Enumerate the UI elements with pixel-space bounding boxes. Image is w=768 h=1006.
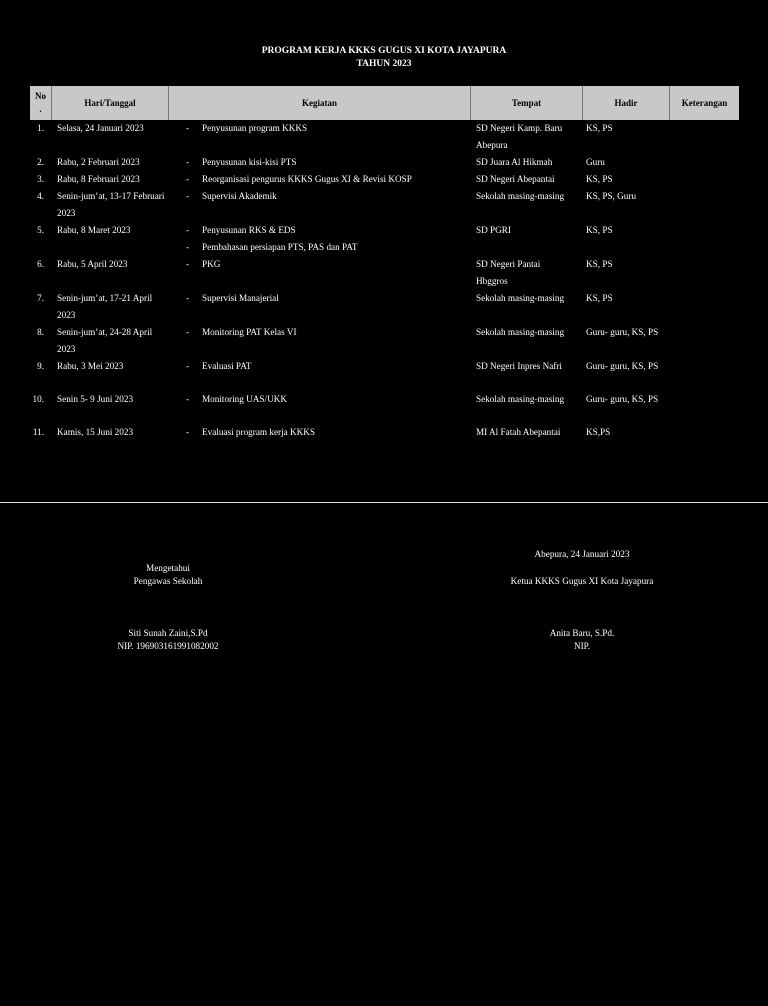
row-no: 3.: [37, 174, 44, 184]
bullet-dash: -: [186, 123, 190, 133]
row-tempat: Sekolah masing-masing: [476, 394, 565, 404]
row-tempat: MI Al Fatah Abepantai: [476, 427, 561, 437]
row-kegiatan: Penyusunan kisi-kisi PTS: [202, 157, 297, 167]
signature-left-line1: Mengetahui: [146, 563, 190, 573]
title-line-1: PROGRAM KERJA KKKS GUGUS XI KOTA JAYAPURA: [261, 46, 507, 56]
table-row: [30, 120, 739, 154]
row-hadir: KS, PS: [586, 174, 613, 184]
row-hadir: Guru- guru, KS, PS: [586, 361, 659, 371]
row-no: 10.: [32, 394, 44, 404]
bullet-dash: -: [186, 259, 190, 269]
signature-right-role: Ketua KKKS Gugus XI Kota Jayapura: [510, 576, 654, 586]
row-no: 4.: [37, 191, 44, 201]
row-hadir: Guru- guru, KS, PS: [586, 327, 659, 337]
row-kegiatan: Supervisi Akademik: [202, 191, 277, 201]
signature-right-date: Abepura, 24 Januari 2023: [534, 549, 630, 559]
row-hadir: KS, PS: [586, 293, 613, 303]
table-row: [30, 424, 739, 441]
row-hari: Rabu, 2 Februari 2023: [57, 157, 140, 167]
bullet-dash: -: [186, 394, 190, 404]
signature-left: [98, 562, 238, 588]
row-kegiatan: Penyusunan RKS & EDS: [202, 225, 296, 235]
row-tempat: Sekolah masing-masing: [476, 293, 565, 303]
signature-left-name: Siti Sunah Zaini,S.Pd: [128, 628, 208, 638]
row-hadir: KS, PS: [586, 123, 613, 133]
row-hadir: KS, PS: [586, 225, 613, 235]
row-kegiatan: Evaluasi program kerja KKKS: [202, 427, 316, 437]
document-title: [0, 45, 768, 71]
page-divider: [0, 502, 768, 503]
row-hadir: KS, PS, Guru: [586, 191, 637, 201]
table-row: [30, 222, 739, 256]
row-tempat: SD Negeri Inpres Nafri: [476, 361, 562, 371]
row-kegiatan: Monitoring PAT Kelas VI: [202, 327, 297, 337]
row-tempat: SD Negeri Abepantai: [476, 174, 555, 184]
row-kegiatan: Reorganisasi pengurus KKKS Gugus XI & Revisi KOSP: [202, 174, 412, 184]
row-kegiatan: Monitoring UAS/UKK: [202, 394, 287, 404]
bullet-dash: -: [186, 427, 190, 437]
row-kegiatan: PKG: [202, 259, 221, 269]
bullet-dash: -: [186, 157, 190, 167]
table-row: [30, 290, 739, 324]
header-keterangan: Keterangan: [681, 98, 728, 108]
table-row: [30, 154, 739, 171]
table-row: [30, 358, 739, 391]
row-no: 7.: [37, 293, 44, 303]
row-no: 2.: [37, 157, 44, 167]
row-hari: Rabu, 3 Mei 2023: [57, 361, 124, 371]
row-hari: Rabu, 8 Februari 2023: [57, 174, 140, 184]
header-no-line1: No: [35, 91, 46, 101]
row-hari: Senin 5- 9 Juni 2023: [57, 394, 134, 404]
bullet-dash: -: [186, 191, 190, 201]
signature-right-name: Anita Baru, S.Pd.: [549, 628, 615, 638]
signature-left-name-block: [98, 627, 238, 653]
row-hari: Kamis, 15 Juni 2023: [57, 427, 134, 437]
row-no: 1.: [37, 123, 44, 133]
row-no: 6.: [37, 259, 44, 269]
header-no: [30, 86, 52, 120]
row-no: 9.: [37, 361, 44, 371]
row-kegiatan-2: Pembahasan persiapan PTS, PAS dan PAT: [202, 242, 358, 252]
row-hadir: Guru: [586, 157, 605, 167]
row-tempat: SD Negeri Pantai Hbggros: [476, 259, 541, 286]
row-tempat: Sekolah masing-masing: [476, 327, 565, 337]
table-row: [30, 324, 739, 358]
row-hari: Rabu, 5 April 2023: [57, 259, 128, 269]
table-row: [30, 256, 739, 290]
row-kegiatan: Penyusunan program KKKS: [202, 123, 308, 133]
title-line-2: TAHUN 2023: [356, 59, 412, 69]
bullet-dash: -: [186, 361, 190, 371]
signature-right-nip: NIP.: [573, 641, 591, 651]
row-hari: Senin-jum’at, 17-21 April 2023: [57, 293, 153, 320]
bullet-dash: -: [186, 327, 190, 337]
table-row: [30, 188, 739, 222]
signature-right-name-block: [490, 627, 674, 653]
row-no: 5.: [37, 225, 44, 235]
table-row: [30, 391, 739, 424]
table-header: [30, 86, 739, 120]
row-tempat: Sekolah masing-masing: [476, 191, 565, 201]
signature-left-nip: NIP. 196903161991082002: [117, 641, 219, 651]
signature-left-line2: Pengawas Sekolah: [133, 576, 203, 586]
bullet-dash: -: [186, 174, 190, 184]
header-hari: Hari/Tanggal: [52, 86, 169, 120]
bullet-dash: -: [186, 225, 190, 235]
row-no: 11.: [32, 427, 44, 437]
row-hadir: KS,PS: [586, 427, 611, 437]
row-tempat: SD PGRI: [476, 225, 511, 235]
table-body: [30, 120, 739, 441]
row-hadir: KS, PS: [586, 259, 613, 269]
row-hari: Rabu, 8 Maret 2023: [57, 225, 131, 235]
row-hari: Selasa, 24 Januari 2023: [57, 123, 144, 133]
row-kegiatan: Supervisi Manajerial: [202, 293, 279, 303]
row-hadir: Guru- guru, KS, PS: [586, 394, 659, 404]
row-no: 8.: [37, 327, 44, 337]
bullet-dash: -: [186, 242, 190, 252]
row-tempat: SD Juara Al Hikmah: [476, 157, 553, 167]
header-kegiatan: Kegiatan: [169, 86, 471, 120]
row-tempat: SD Negeri Kamp. Baru Abepura: [476, 123, 563, 150]
header-tempat: Tempat: [471, 86, 583, 120]
row-kegiatan: Evaluasi PAT: [202, 361, 252, 371]
header-hadir: Hadir: [583, 86, 670, 120]
bullet-dash: -: [186, 293, 190, 303]
table-row: [30, 171, 739, 188]
row-hari: Senin-jum’at, 13-17 Februari 2023: [57, 191, 165, 218]
row-hari: Senin-jum’at, 24-28 April 2023: [57, 327, 153, 354]
header-no-line2: .: [39, 104, 42, 114]
